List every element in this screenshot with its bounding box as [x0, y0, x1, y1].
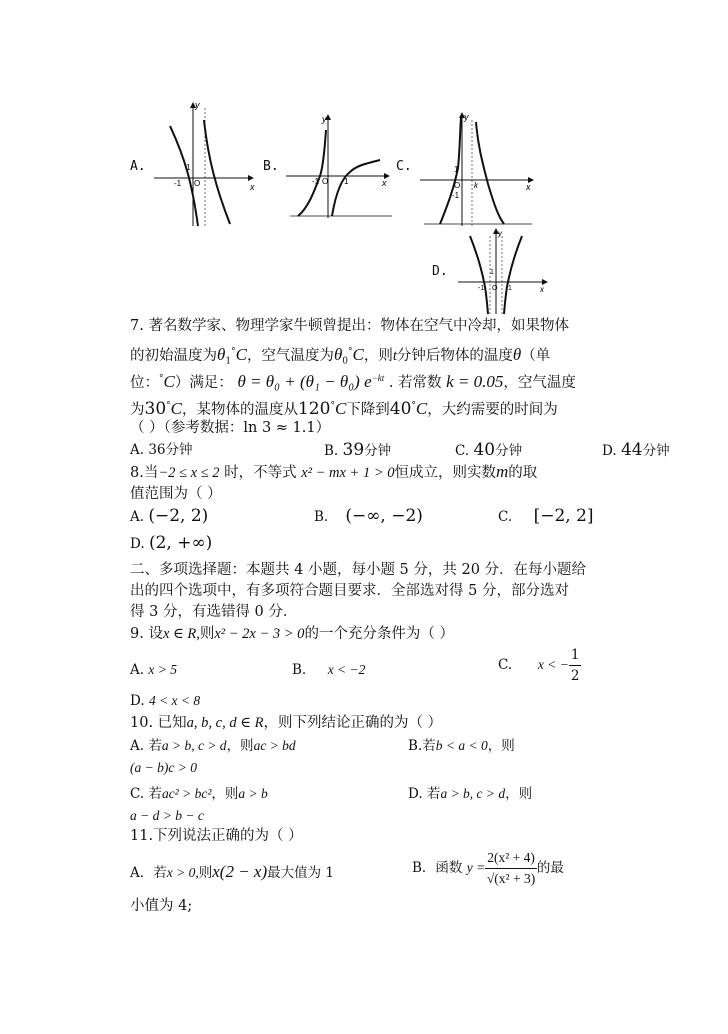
q7-c: C	[170, 398, 182, 418]
q11-option-b-text: B．函数	[412, 860, 463, 876]
graph-c-k-label: k	[474, 181, 478, 190]
q11-option-a[interactable]	[130, 862, 334, 883]
q7-option-d-num: 44	[620, 440, 643, 460]
q7-formula: θ = θ₀ + (θ₁ − θ₀) e	[237, 371, 372, 391]
section2-line3: 得 3 分，有选错得 0 分．	[130, 604, 298, 620]
q9-option-d[interactable]	[130, 691, 200, 711]
q10-option-b-text: B.若	[408, 738, 436, 754]
q9-text: 则	[199, 626, 215, 642]
q7-text: 分钟后物体的温度	[396, 347, 513, 364]
graph-a-x-label: x	[250, 182, 255, 192]
q7-text: ，则	[363, 347, 393, 364]
q7-t120: 120	[297, 398, 331, 419]
q7-sub0: 0	[342, 356, 349, 367]
q10-option-c-then: ，则	[211, 786, 239, 802]
q10-option-a-text: A. 若	[130, 738, 162, 754]
q9-text: 的一个充分条件为（ ）	[304, 626, 455, 642]
graph-c-x-label: x	[526, 182, 531, 192]
q9-option-d-label: D.	[130, 693, 145, 709]
q7-deg: °	[330, 401, 335, 411]
graph-b-origin: O	[322, 177, 329, 186]
q10-option-a-then: ，则	[226, 738, 254, 754]
q7-option-d-label: D.	[602, 443, 621, 459]
q7-c: C	[415, 398, 428, 418]
q7-option-d[interactable]	[602, 440, 670, 461]
q7-text: . 若常数	[388, 374, 442, 391]
q7-c: C	[235, 344, 247, 364]
q8-text: 的取	[508, 465, 538, 481]
q10-option-b-result	[130, 758, 197, 778]
graph-a	[150, 98, 255, 230]
graph-a-y-label: y	[195, 100, 200, 110]
q11-option-b-cont: 小值为 4;	[130, 898, 193, 914]
q7-line3	[130, 368, 576, 393]
graph-d	[456, 226, 551, 316]
q7-option-d-unit: 分钟	[642, 443, 670, 459]
q10-option-a-cond: a > b, c > d	[161, 738, 227, 753]
q7-theta1: θ	[217, 344, 226, 364]
q10-option-c-cond: ac² > bc²	[161, 786, 212, 801]
q8-line1	[130, 462, 537, 483]
q11-option-b-y: y =	[466, 860, 486, 875]
q8-text: 8.当	[130, 465, 159, 481]
q11-option-a-then: 则	[198, 865, 213, 881]
q7-option-b[interactable]	[324, 440, 391, 461]
graph-option-d-label: D.	[432, 264, 448, 279]
q9-line	[130, 624, 454, 644]
q7-text: ）	[315, 420, 331, 436]
q7-theta: θ	[512, 344, 522, 364]
section2-line1: 二、多项选择题：本题共 4 小题，每小题 5 分，共 20 分．在每小题给	[130, 562, 587, 578]
graph-d-tick-neg1: -1	[478, 285, 485, 292]
q7-t40: 40	[389, 398, 412, 419]
q10-option-d-result	[130, 806, 204, 826]
graph-c-origin: O	[454, 181, 461, 190]
q9-option-b[interactable]	[292, 660, 365, 680]
graph-b-x-label: x	[382, 178, 387, 188]
q10-option-c[interactable]	[130, 784, 268, 804]
q8-line2: 值范围为（ ）	[130, 486, 222, 502]
graph-c-y-label: y	[464, 112, 469, 122]
q9-option-c-value: x < −	[537, 657, 569, 672]
q8-option-d[interactable]	[130, 533, 212, 554]
q7-text: ）满足：	[174, 374, 233, 391]
graph-option-b-label: B.	[263, 159, 279, 174]
q11-option-a-cond: x > 0,	[166, 865, 199, 880]
q8-option-c-value: [−2, 2]	[533, 506, 594, 526]
q7-sub1: 1	[225, 356, 232, 367]
q9-option-d-value: 4 < x < 8	[148, 693, 201, 708]
q7-text: 下降到	[346, 401, 390, 418]
q9-option-c-label: C.	[498, 657, 513, 673]
q7-text: 为	[130, 401, 145, 418]
graph-d-origin: O	[492, 285, 498, 292]
q9-option-b-label: B.	[292, 662, 307, 678]
q7-t30: 30	[144, 398, 167, 419]
q11-option-b-end: 的最	[536, 860, 564, 876]
q10-option-b-then: ，则	[487, 738, 515, 754]
q8-option-a-label: A.	[130, 509, 145, 525]
graph-d-tick-1b: 1	[508, 285, 512, 292]
q10-option-d-result-text: a − d > b − c	[130, 808, 204, 823]
graph-b-tick-1: 1	[344, 177, 349, 186]
graph-b-y-label: y	[322, 114, 327, 124]
q8-option-b-label: B.	[314, 509, 329, 525]
q7-deg: °	[348, 347, 353, 357]
q7-text: ，大约需要的时间为	[427, 401, 558, 418]
q8-cond: −2 ≤ x ≤ 2	[158, 465, 220, 481]
q7-text: 的初始温度为	[130, 347, 217, 364]
q10-option-c-result: a > b	[238, 786, 268, 801]
q8-option-c-label: C.	[498, 509, 513, 525]
q11-line: 11.下列说法正确的为（ ）	[130, 828, 303, 844]
q8-option-b[interactable]	[314, 506, 423, 527]
q7-kval: k = 0.05	[446, 371, 504, 391]
q9-ineq: x² − 2x − 3 > 0	[214, 626, 305, 642]
q7-option-a[interactable]: A. 36分钟	[130, 442, 193, 458]
q7-option-c-unit: 分钟	[495, 443, 523, 459]
q9-option-c-denominator: 2	[570, 668, 580, 684]
graph-a-tick-neg1: -1	[174, 179, 182, 188]
q11-option-b-denominator: √(x² + 3)	[486, 871, 536, 886]
q9-option-a[interactable]	[130, 660, 177, 680]
graph-a-origin: O	[194, 179, 201, 188]
graph-c-tick-neg1: -1	[452, 191, 460, 200]
q7-line1: 7. 著名数学家、物理学家牛顿曾提出：物体在空气中冷却，如果物体	[130, 318, 569, 334]
graph-d-y-label: y	[498, 229, 502, 238]
q8-option-c[interactable]	[498, 506, 594, 527]
q10-option-d-then: ，则	[505, 786, 533, 802]
graph-c-tick-1: 1	[454, 165, 459, 174]
q7-option-c-num: 40	[473, 440, 496, 460]
q10-option-b[interactable]	[408, 736, 515, 756]
section2-line2: 出的四个选项中，有多项符合题目要求．全部选对得 5 分，部分选对	[130, 583, 569, 599]
q7-line5	[130, 418, 330, 438]
q7-text: 位：	[130, 374, 159, 391]
q11-option-b-numerator: 2(x² + 4)	[485, 848, 537, 869]
q11-option-a-end: 最大值为 1	[267, 865, 335, 881]
q7-option-b-num: 39	[342, 440, 365, 460]
graph-d-tick-1: 1	[490, 269, 494, 276]
q7-theta0: θ	[333, 344, 343, 364]
q8-option-a-value: (−2, 2)	[148, 506, 209, 526]
q8-text: 时，不等式	[219, 465, 302, 481]
q10-text: ，则下列结论正确的为（ ）	[263, 715, 443, 731]
q7-option-b-unit: 分钟	[364, 443, 392, 459]
q7-text: ，空气温度为	[246, 347, 334, 364]
q7-text: （单	[521, 347, 551, 364]
q7-text: （ ）（参考数据：	[130, 420, 244, 436]
q7-option-b-label: B.	[324, 443, 343, 459]
graph-b-tick-neg1: -1	[312, 177, 320, 186]
q10-option-d[interactable]	[408, 784, 532, 804]
q7-deg: °	[166, 401, 171, 411]
q7-t: t	[392, 347, 397, 364]
q10-option-b-cond: b < a < 0	[435, 738, 488, 753]
q7-option-c[interactable]	[455, 440, 522, 461]
q10-option-d-text: D. 若	[408, 786, 441, 802]
q7-deg: °	[159, 374, 164, 384]
q8-option-d-label: D.	[130, 536, 145, 552]
q9-option-a-value: x > 5	[148, 662, 177, 677]
q9-option-a-label: A.	[130, 662, 145, 678]
q10-option-d-cond: a > b, c > d	[440, 786, 506, 801]
q7-c: C	[163, 371, 175, 391]
q8-text: 恒成立，则实数	[394, 465, 496, 481]
q11-option-a-expr: x(2 − x)	[212, 862, 268, 881]
q9-set: x ∈ R,	[162, 626, 200, 642]
q10-option-c-text: C. 若	[130, 786, 162, 802]
q8-ineq: x² − mx + 1 > 0	[301, 465, 395, 481]
q11-option-a-text: A．若	[130, 865, 167, 881]
q9-option-c[interactable]	[498, 645, 581, 686]
q7-c: C	[334, 398, 347, 418]
graph-c	[418, 108, 538, 228]
q8-option-b-value: (−∞, −2)	[345, 506, 423, 526]
q9-text: 9. 设	[130, 626, 163, 642]
q7-text: ，空气温度	[503, 374, 576, 391]
q11-option-b[interactable]	[412, 848, 564, 889]
q8-option-a[interactable]	[130, 506, 208, 527]
q10-option-b-result-text: (a − b)c > 0	[130, 760, 197, 775]
q7-formula-exp: −kt	[371, 373, 385, 383]
q7-c: C	[352, 344, 364, 364]
q7-deg: °	[411, 401, 416, 411]
q7-line4	[130, 396, 558, 420]
q10-option-a[interactable]	[130, 736, 296, 756]
graph-a-tick-1: 1	[186, 163, 191, 172]
q8-m: m	[496, 462, 509, 481]
q10-option-a-result: ac > bd	[253, 738, 296, 753]
q9-option-b-value: x < −2	[327, 662, 366, 677]
q7-option-c-label: C.	[455, 443, 474, 459]
q10-vars: a, b, c, d ∈ R	[186, 715, 264, 731]
q8-option-d-value: (2, +∞)	[148, 533, 213, 553]
q9-option-c-numerator: 1	[569, 645, 582, 666]
graph-d-x-label: x	[540, 285, 544, 294]
q7-ref: ln 3 ≈ 1.1	[243, 420, 316, 436]
q7-deg: °	[231, 347, 236, 357]
q10-line	[130, 713, 442, 733]
graph-option-c-label: C.	[396, 159, 412, 174]
graph-option-a-label: A.	[130, 159, 146, 174]
q10-text: 10. 已知	[130, 715, 187, 731]
graph-b	[284, 112, 394, 222]
q7-text: ，某物体的温度从	[181, 401, 298, 418]
